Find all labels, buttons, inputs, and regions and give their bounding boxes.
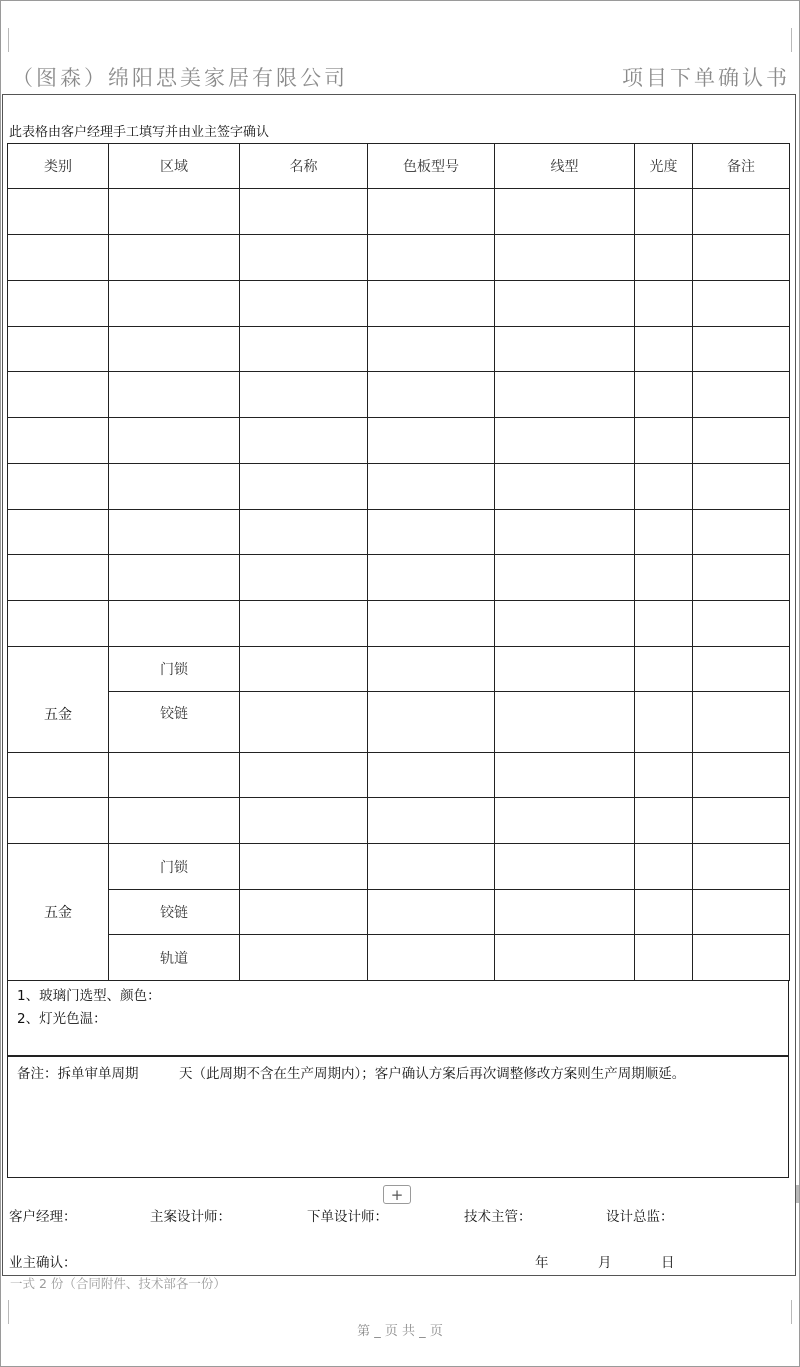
year-label: 年 [535, 1255, 549, 1271]
table-cell[interactable] [109, 798, 240, 844]
table-row [8, 189, 790, 235]
table-cell[interactable] [240, 372, 368, 418]
table-cell[interactable] [635, 372, 693, 418]
table-cell[interactable] [8, 464, 109, 510]
table-cell[interactable] [240, 935, 368, 981]
table-cell[interactable] [240, 189, 368, 235]
table-cell[interactable] [240, 844, 368, 890]
table-cell[interactable] [693, 281, 790, 327]
table-row [8, 844, 790, 890]
table-cell[interactable] [109, 753, 240, 798]
table-cell[interactable] [240, 555, 368, 601]
table-row [8, 235, 790, 281]
table-cell[interactable] [109, 510, 240, 555]
table-cell[interactable] [109, 235, 240, 281]
lead-designer-label: 主案设计师： [150, 1209, 231, 1225]
table-cell[interactable] [693, 692, 790, 753]
table-cell[interactable] [8, 555, 109, 601]
table-cell[interactable] [8, 418, 109, 464]
table-cell[interactable] [495, 601, 635, 647]
table-cell[interactable] [368, 281, 495, 327]
table-cell[interactable] [693, 647, 790, 692]
table-cell[interactable] [8, 372, 109, 418]
glass-door-line: 1、玻璃门选型、颜色： [17, 988, 161, 1004]
table-cell[interactable] [368, 510, 495, 555]
table-cell[interactable] [693, 327, 790, 372]
table-cell[interactable] [368, 464, 495, 510]
table-cell[interactable] [109, 189, 240, 235]
options-block [7, 980, 789, 1056]
table-cell[interactable] [368, 798, 495, 844]
add-row-button[interactable]: + [383, 1185, 411, 1204]
table-cell[interactable] [693, 372, 790, 418]
table-cell[interactable] [693, 601, 790, 647]
table-row [8, 890, 790, 935]
table-cell[interactable] [240, 753, 368, 798]
column-header: 线型 [495, 144, 635, 189]
page-number: 第 _ 页 共 _ 页 [357, 1324, 443, 1339]
table-cell[interactable] [109, 372, 240, 418]
document-title: 项目下单确认书 [622, 66, 790, 90]
table-cell[interactable] [495, 555, 635, 601]
table-cell[interactable] [368, 235, 495, 281]
table-cell[interactable] [635, 647, 693, 692]
table-cell[interactable] [368, 647, 495, 692]
table-row [8, 372, 790, 418]
table-cell[interactable] [240, 601, 368, 647]
table-cell[interactable] [368, 418, 495, 464]
table-cell[interactable] [109, 418, 240, 464]
table-cell[interactable] [635, 327, 693, 372]
table-cell[interactable] [495, 510, 635, 555]
crop-mark [796, 1185, 799, 1203]
table-cell[interactable] [635, 692, 693, 753]
design-director-label: 设计总监： [606, 1209, 674, 1225]
table-cell[interactable] [495, 464, 635, 510]
table-cell[interactable] [8, 753, 109, 798]
table-row [8, 464, 790, 510]
clip-box [8, 647, 108, 752]
table-cell[interactable] [495, 753, 635, 798]
table-cell[interactable] [8, 798, 109, 844]
clip-box [109, 692, 239, 722]
table-cell[interactable] [635, 935, 693, 981]
table-row [8, 935, 790, 981]
column-header: 名称 [240, 144, 368, 189]
table-cell[interactable] [635, 510, 693, 555]
company-name: （图森）绵阳思美家居有限公司 [12, 66, 348, 90]
table-cell[interactable] [109, 327, 240, 372]
table-cell[interactable] [368, 844, 495, 890]
table-row [8, 418, 790, 464]
table-cell[interactable] [693, 753, 790, 798]
table-cell[interactable] [693, 798, 790, 844]
table-header-row [8, 144, 790, 189]
table-row [8, 281, 790, 327]
table-cell[interactable] [240, 418, 368, 464]
table-cell[interactable] [635, 844, 693, 890]
light-temp-line: 2、灯光色温： [17, 1011, 107, 1027]
table-cell[interactable] [8, 235, 109, 281]
table-cell[interactable] [693, 510, 790, 555]
table-row [8, 555, 790, 601]
table-cell[interactable] [693, 555, 790, 601]
crop-mark [8, 28, 9, 52]
table-cell[interactable] [368, 601, 495, 647]
table-cell[interactable] [495, 327, 635, 372]
table-cell[interactable] [635, 890, 693, 935]
column-header: 备注 [693, 144, 790, 189]
table-cell[interactable] [240, 692, 368, 753]
table-cell[interactable] [240, 798, 368, 844]
table-cell[interactable] [635, 235, 693, 281]
table-cell[interactable] [8, 189, 109, 235]
tech-supervisor-label: 技术主管： [464, 1209, 532, 1225]
table-row [8, 327, 790, 372]
table-cell[interactable] [8, 327, 109, 372]
table-row [8, 798, 790, 844]
table-cell[interactable] [8, 510, 109, 555]
table-cell[interactable] [693, 890, 790, 935]
table-cell[interactable] [8, 601, 109, 647]
column-header: 光度 [635, 144, 693, 189]
table-cell[interactable] [240, 464, 368, 510]
table-cell[interactable] [368, 935, 495, 981]
remark-block [7, 1056, 789, 1178]
table-cell[interactable] [635, 464, 693, 510]
table-cell[interactable] [635, 555, 693, 601]
table-cell[interactable] [495, 647, 635, 692]
table-cell[interactable] [495, 372, 635, 418]
column-header: 区域 [109, 144, 240, 189]
table-cell[interactable] [635, 418, 693, 464]
form-instruction: 此表格由客户经理手工填写并由业主签字确认 [9, 125, 270, 140]
table-cell[interactable] [109, 281, 240, 327]
order-table [7, 143, 790, 981]
table-cell[interactable] [495, 935, 635, 981]
table-cell[interactable] [693, 235, 790, 281]
remark-text: 备注：拆单审单周期 天（此周期不含在生产周期内）；客户确认方案后再次调整修改方案则生产周期顺延。 [17, 1066, 686, 1082]
category-cell: 五金 [8, 844, 109, 981]
table-cell[interactable] [368, 692, 495, 753]
copies-note: 一式 2 份（合同附件、技术部各一份） [10, 1276, 226, 1291]
table-cell[interactable] [495, 418, 635, 464]
crop-mark [791, 28, 792, 52]
table-row [8, 692, 790, 753]
area-cell [109, 692, 240, 753]
table-cell[interactable] [240, 510, 368, 555]
table-cell[interactable] [8, 281, 109, 327]
table-cell[interactable] [368, 327, 495, 372]
table-cell[interactable] [240, 235, 368, 281]
table-cell[interactable] [635, 281, 693, 327]
table-cell[interactable] [693, 464, 790, 510]
column-header: 类别 [8, 144, 109, 189]
category-cell [8, 647, 109, 753]
table-row [8, 510, 790, 555]
table-cell[interactable] [368, 372, 495, 418]
table-cell[interactable] [368, 189, 495, 235]
area-cell: 轨道 [109, 935, 240, 981]
table-cell[interactable] [635, 601, 693, 647]
table-row [8, 601, 790, 647]
table-cell[interactable] [635, 189, 693, 235]
table-cell[interactable] [495, 281, 635, 327]
table-cell[interactable] [109, 555, 240, 601]
table-cell[interactable] [368, 753, 495, 798]
area-label: 铰链 [160, 706, 188, 722]
day-label: 日 [661, 1255, 675, 1271]
table-cell[interactable] [368, 890, 495, 935]
table-row [8, 753, 790, 798]
table-cell[interactable] [109, 601, 240, 647]
month-label: 月 [598, 1255, 612, 1271]
table-cell[interactable] [495, 692, 635, 753]
table-cell[interactable] [240, 327, 368, 372]
area-cell: 门锁 [109, 844, 240, 890]
category-label: 五金 [44, 707, 72, 723]
table-cell[interactable] [693, 418, 790, 464]
table-row [8, 647, 790, 692]
order-designer-label: 下单设计师： [307, 1209, 388, 1225]
table-cell[interactable] [635, 798, 693, 844]
table-cell[interactable] [495, 798, 635, 844]
table-cell[interactable] [240, 647, 368, 692]
owner-confirm-label: 业主确认： [9, 1255, 77, 1271]
table-cell[interactable] [693, 935, 790, 981]
table-cell[interactable] [109, 464, 240, 510]
table-cell[interactable] [495, 844, 635, 890]
account-manager-label: 客户经理： [9, 1209, 77, 1225]
table-cell[interactable] [495, 890, 635, 935]
area-cell: 铰链 [109, 890, 240, 935]
table-cell[interactable] [693, 844, 790, 890]
table-cell[interactable] [368, 555, 495, 601]
table-cell[interactable] [693, 189, 790, 235]
table-cell[interactable] [495, 189, 635, 235]
table-cell[interactable] [240, 890, 368, 935]
column-header: 色板型号 [368, 144, 495, 189]
table-cell[interactable] [240, 281, 368, 327]
area-cell: 门锁 [109, 647, 240, 692]
table-cell[interactable] [495, 235, 635, 281]
table-cell[interactable] [635, 753, 693, 798]
